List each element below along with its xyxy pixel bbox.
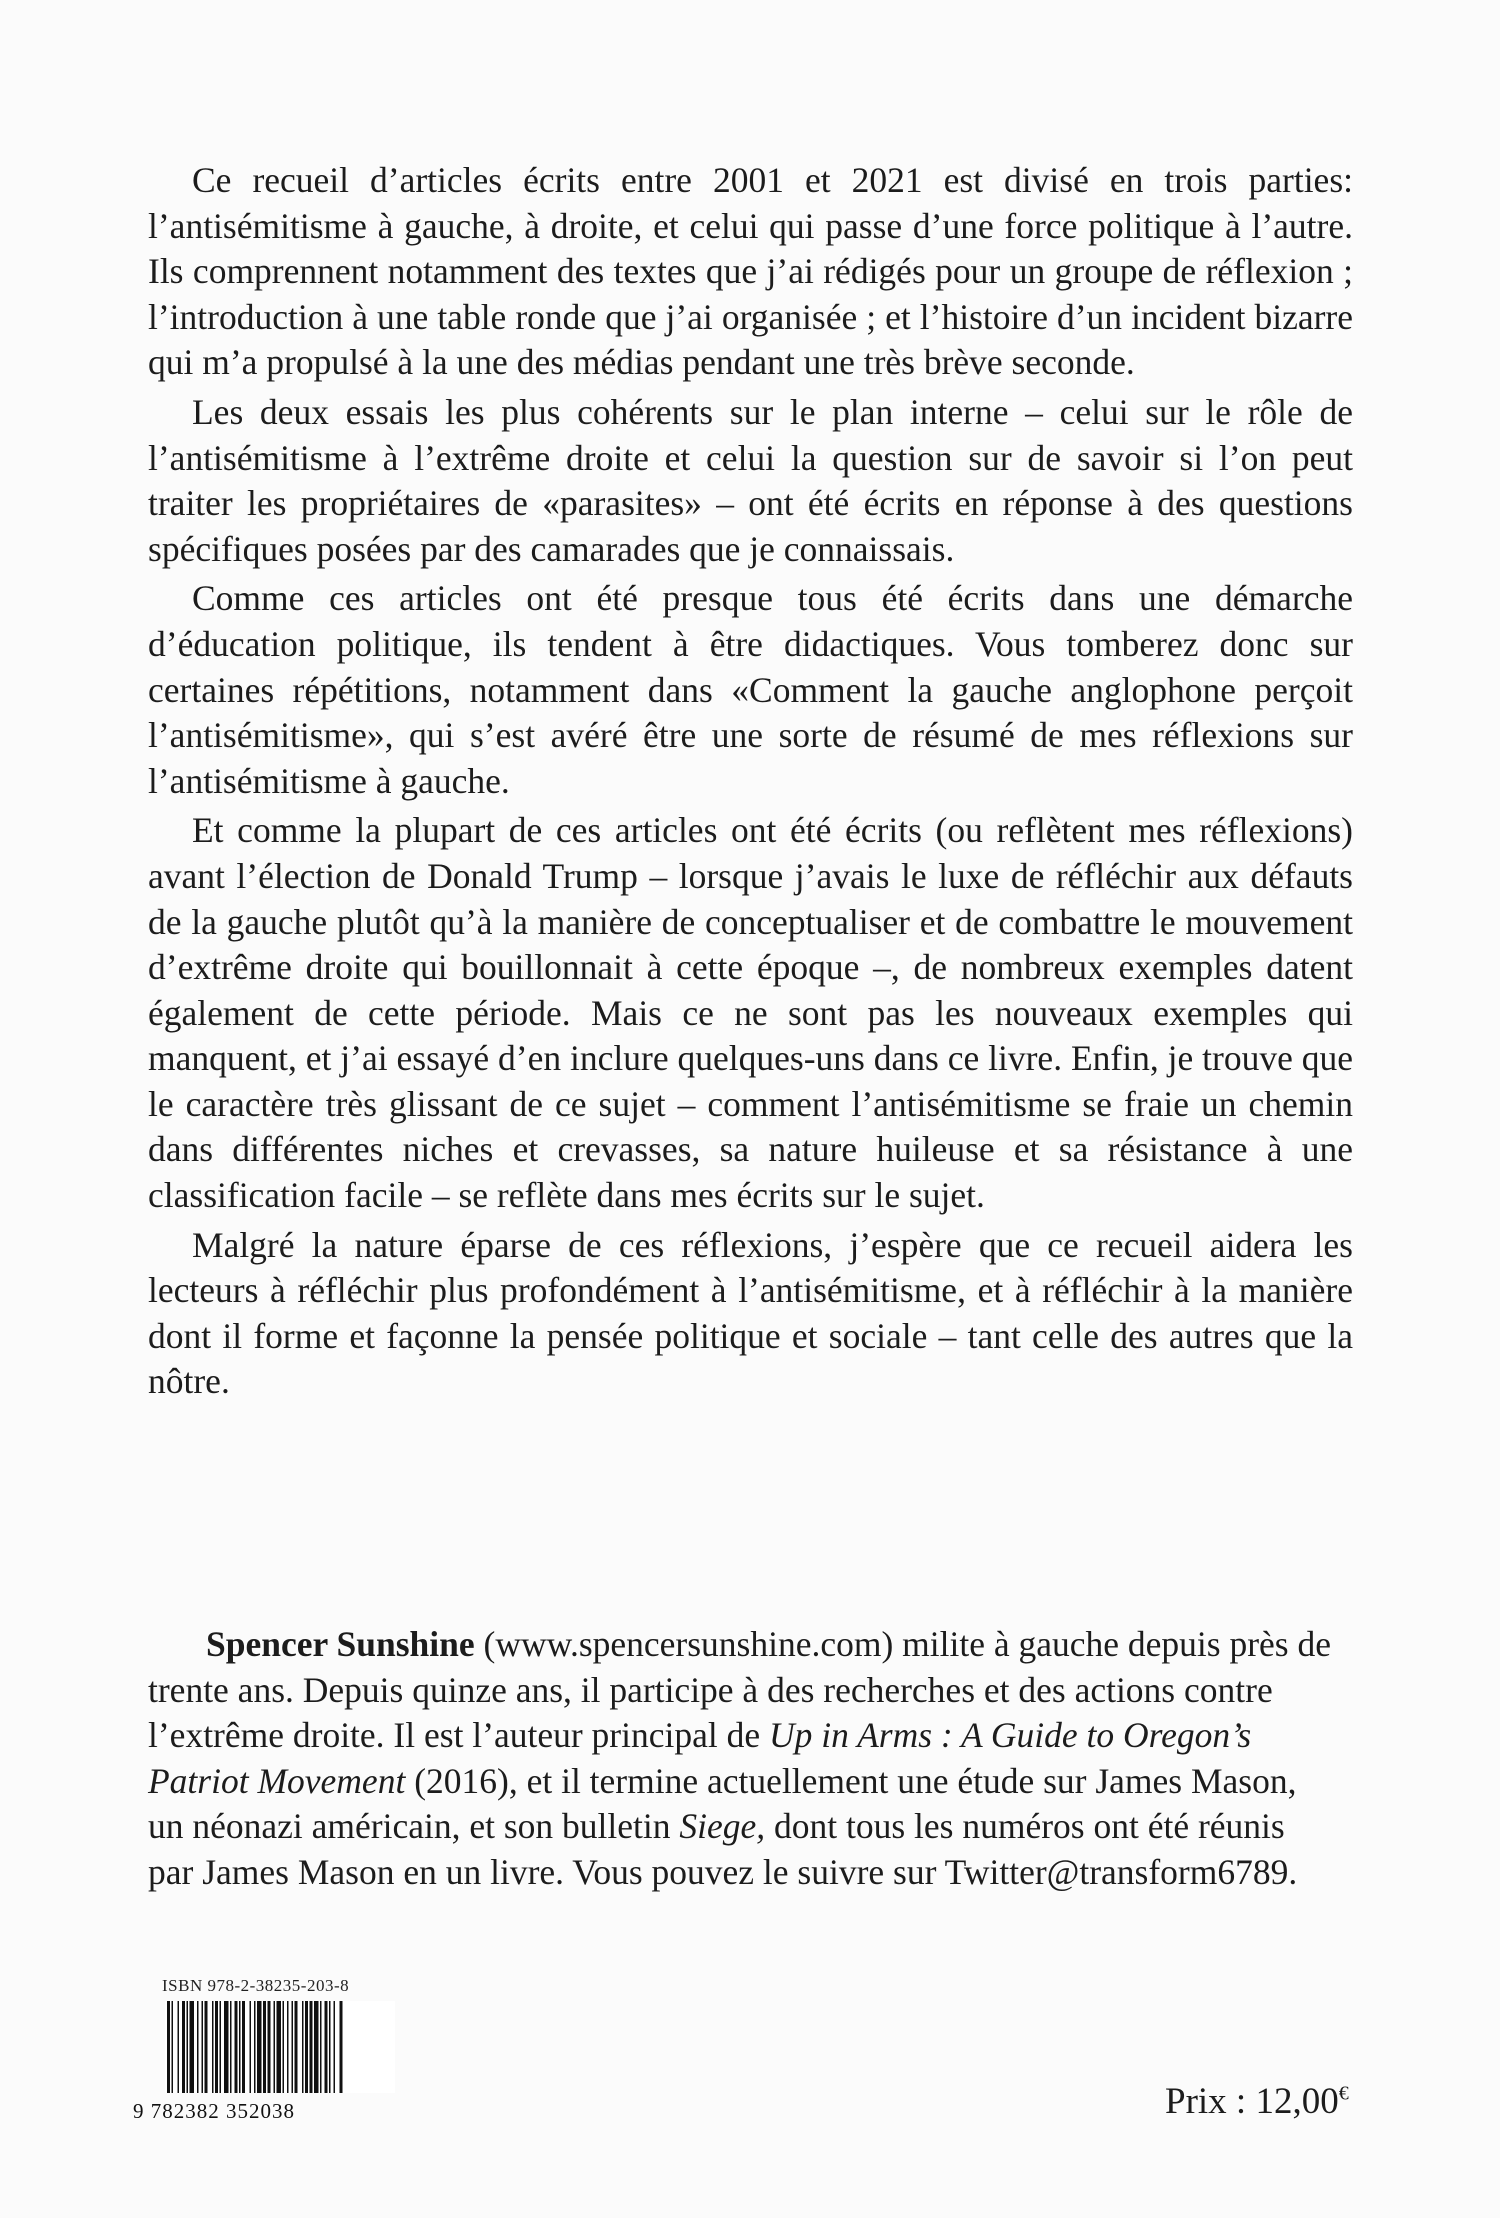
author-bio-paragraph [148,1622,1338,1896]
barcode-bar [212,2001,214,2093]
barcode-bar [220,2001,222,2093]
barcode [133,2001,395,2125]
barcode-bar [167,2001,170,2093]
barcode-bar [172,2001,174,2093]
bulletin-title: Siege, [679,1806,766,1847]
blurb-paragraph-2: Les deux essais les plus cohérents sur le plan interne – celui sur le rôle de l’antisémitisme à l’extrême droite et celui la question sur de savoir si l’on peut traiter les propriétaires de «parasites» – ont été écrits en réponse à des questions spécifiques posées par des camarades que je connaissais. [148,391,1353,569]
author-bio [148,1622,1338,1896]
barcode-bar [295,2001,298,2093]
barcode-bar [305,2001,308,2093]
barcode-bar [215,2001,218,2093]
barcode-bar [230,2001,232,2093]
barcode-bar [274,2001,276,2093]
barcode-bar [292,2001,294,2093]
barcode-bar [334,2001,336,2093]
author-name: Spencer Sunshine [206,1624,475,1664]
barcode-bar [235,2001,238,2093]
barcode-bar [302,2001,304,2093]
barcode-bar [190,2001,195,2093]
barcode-bar [340,2001,343,2093]
barcode-bar [310,2001,313,2093]
barcode-bar [325,2001,328,2093]
price-label [1165,2080,1349,2123]
blurb-paragraph-1: Ce recueil d’articles écrits entre 2001 et 2021 est divisé en trois parties: l’antisémitisme à gauche, à droite, et celui qui passe d’une force politique à l’autre. Ils comprennent notamment des textes que j’ai rédigés pour un groupe de réflexion ; l’introduction à une table ronde que j’ai organisée ; et l’histoire d’un incident bizarre qui m’a propulsé à la une des médias pendant une très brève seconde. [148,160,1353,383]
barcode-bars [165,2001,395,2093]
blurb-text [148,158,1353,1409]
barcode-bar [250,2001,252,2093]
barcode-bar [283,2001,285,2093]
isbn-label: ISBN 978-2-38235-203-8 [162,1976,350,1995]
barcode-bar [329,2001,331,2093]
barcode-bar [205,2001,208,2093]
barcode-bar [187,2001,189,2093]
author-bio-part-3: dont tous les numéros ont été réunis par James Mason en un livre. Vous pouvez le suivre sur Twitter@transform6789. [148,1806,1298,1892]
barcode-bar [242,2001,245,2093]
barcode-bar [314,2001,319,2093]
blurb-paragraph-4: Et comme la plupart de ces articles ont été écrits (ou reflètent mes réflexions) avant l’élection de Donald Trump – lorsque j’avais le luxe de réfléchir aux défauts de la gauche plutôt qu’à la manière de conceptualiser et de combattre le mouvement d’extrême droite qui bouillonnait à cette époque –, de nombreux exemples datent également de cette période. Mais ce ne sont pas les nouveaux exemples qui manquent, et j’ai essayé d’en inclure quelques-uns dans ce livre. Enfin, je trouve que le caractère très glissant de ce sujet – comment l’antisémitisme se fraie un chemin dans différentes niches et crevasses, sa nature huileuse et sa résistance à une classification facile – se reflète dans mes écrits sur le sujet. [148,810,1353,1216]
author-bio-part-2: (2016), et il termine actuellement une étude sur James Mason, un néonazi américain, et son bulletin [148,1760,1297,1847]
blurb-paragraph-5: Malgré la nature éparse de ces réflexions, j’espère que ce recueil aidera les lecteurs à réfléchir plus profondément à l’antisémitisme, et à réfléchir à la manière dont il forme et façonne la pensée politique et sociale – tant celle des autres que la nôtre. [148,1224,1353,1402]
barcode-bar [254,2001,256,2093]
barcode-bar [257,2001,262,2093]
barcode-bar [202,2001,204,2093]
barcode-digits: 9 782382 352038 [133,2099,295,2123]
book-title: Up in Arms : A Guide to Oregon’s Patriot Movement [148,1715,1252,1801]
barcode-bar [277,2001,282,2093]
barcode-bar [224,2001,229,2093]
author-bio-part-1: (www.spencersunshine.com) milite à gauche depuis près de trente ans. Depuis quinze ans, il participe à des recherches et des actions contre l’extrême droite. Il est l’auteur principal de [148,1624,1331,1756]
blurb-paragraph-3: Comme ces articles ont été presque tous été écrits dans une démarche d’éducation politique, ils tendent à être didactiques. Vous tomberez donc sur certaines répétitions, notamment dans «Comment la gauche anglophone perçoit l’antisémitisme», qui s’est avéré être une sorte de résumé de mes réflexions sur l’antisémitisme à gauche. [148,578,1353,801]
barcode-bar [268,2001,271,2093]
barcode-bar [263,2001,266,2093]
price-text: Prix : 12,00 [1165,2081,1339,2122]
barcode-bar [320,2001,322,2093]
barcode-bar [239,2001,241,2093]
barcode-bar [178,2001,180,2093]
barcode-bar [182,2001,185,2093]
price-currency: € [1338,2082,1349,2105]
barcode-bar [287,2001,289,2093]
barcode-bar [197,2001,199,2093]
